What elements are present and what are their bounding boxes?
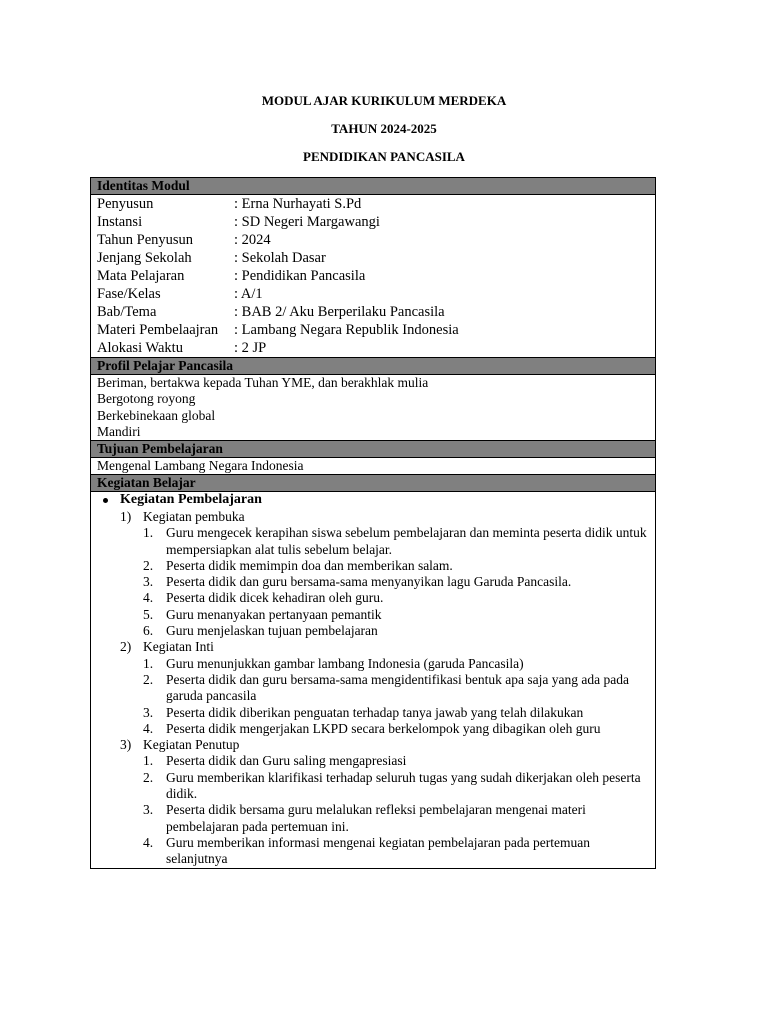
step-text: Peserta didik memimpin doa dan memberikan salam. <box>166 557 453 573</box>
identitas-row <box>97 213 655 231</box>
step-text: Peserta didik dan guru bersama-sama menyanyikan lagu Garuda Pancasila. <box>166 574 572 590</box>
step-item <box>91 590 655 606</box>
profil-item: Berkebinekaan global <box>97 407 216 423</box>
identitas-label: Alokasi Waktu <box>97 340 183 356</box>
step-item <box>91 802 655 835</box>
step-text: Guru menjelaskan tujuan pembelajaran <box>166 623 378 639</box>
profil-item: Bergotong royong <box>97 391 196 407</box>
step-text: Guru memberikan informasi mengenai kegiatan pembelajaran pada pertemuan selanjutnya <box>166 834 590 867</box>
identitas-value: : Lambang Negara Republik Indonesia <box>234 322 459 338</box>
identitas-value: : A/1 <box>234 286 263 302</box>
step-number: 1. <box>143 655 154 671</box>
identitas-value: : BAB 2/ Aku Berperilaku Pancasila <box>234 304 445 320</box>
step-number: 3. <box>143 704 154 720</box>
tujuan-heading: Tujuan Pembelajaran <box>91 441 655 458</box>
identitas-row <box>97 195 655 213</box>
identitas-label: Fase/Kelas <box>97 286 161 302</box>
step-text: Guru menunjukkan gambar lambang Indonesia (garuda Pancasila) <box>166 655 524 671</box>
step-item <box>91 753 655 769</box>
profil-item: Mandiri <box>97 423 141 439</box>
tujuan-text: Mengenal Lambang Negara Indonesia <box>97 458 304 474</box>
step-number: 3. <box>143 574 154 590</box>
phase-item <box>91 509 655 525</box>
step-number: 4. <box>143 720 154 736</box>
identitas-row <box>97 249 655 267</box>
identitas-row <box>97 321 655 339</box>
step-text: Guru memberikan klarifikasi terhadap seluruh tugas yang sudah dikerjakan oleh peserta didik. <box>166 769 641 802</box>
step-item <box>91 672 655 705</box>
kegiatan-bullet <box>91 492 655 509</box>
step-number: 2. <box>143 769 154 785</box>
identitas-body <box>91 195 655 358</box>
step-item <box>91 607 655 623</box>
step-item <box>91 770 655 803</box>
step-text: Peserta didik mengerjakan LKPD secara berkelompok yang dibagikan oleh guru <box>166 720 601 736</box>
step-number: 4. <box>143 834 154 850</box>
phase-title: Kegiatan Inti <box>143 639 214 655</box>
identitas-value: : 2 JP <box>234 340 267 356</box>
phase-number: 1) <box>120 508 132 524</box>
identitas-label: Penyusun <box>97 196 154 212</box>
step-text: Peserta didik bersama guru melalukan refleksi pembelajaran mengenai materi pembelajaran pada pertemuan ini. <box>166 802 586 834</box>
step-number: 6. <box>143 623 154 639</box>
identitas-row <box>97 285 655 303</box>
step-item <box>91 705 655 721</box>
phase-title: Kegiatan Penutup <box>143 737 240 753</box>
identitas-label: Bab/Tema <box>97 304 157 320</box>
profil-heading: Profil Pelajar Pancasila <box>91 358 655 375</box>
step-number: 5. <box>143 606 154 622</box>
phase-number: 2) <box>120 639 132 655</box>
identitas-value: : Erna Nurhayati S.Pd <box>234 196 362 212</box>
step-item <box>91 721 655 737</box>
identitas-label: Jenjang Sekolah <box>97 250 192 266</box>
step-text: Peserta didik dicek kehadiran oleh guru. <box>166 590 384 606</box>
step-number: 2. <box>143 557 154 573</box>
step-text: Guru mengecek kerapihan siswa sebelum pembelajaran dan meminta peserta didik untuk mempersiapkan alat tulis sebelum belajar. <box>166 525 647 557</box>
step-item <box>91 525 655 558</box>
step-text: Guru menanyakan pertanyaan pemantik <box>166 606 382 622</box>
step-item <box>91 574 655 590</box>
doc-title-line2: TAHUN 2024-2025 <box>331 121 437 136</box>
phase-item <box>91 737 655 753</box>
phase-title: Kegiatan pembuka <box>143 508 245 524</box>
identitas-label: Materi Pembelaajran <box>97 322 219 338</box>
identitas-value: : Pendidikan Pancasila <box>234 268 366 284</box>
identitas-value: : SD Negeri Margawangi <box>234 214 380 230</box>
module-table <box>90 177 656 869</box>
step-number: 4. <box>143 590 154 606</box>
step-item <box>91 656 655 672</box>
identitas-row <box>97 339 655 357</box>
profil-body <box>91 375 655 441</box>
step-text: Peserta didik diberikan penguatan terhadap tanya jawab yang telah dilakukan <box>166 704 584 720</box>
step-number: 1. <box>143 753 154 769</box>
tujuan-body <box>91 458 655 475</box>
identitas-label: Tahun Penyusun <box>97 232 194 248</box>
step-number: 1. <box>143 525 154 541</box>
identitas-row <box>97 267 655 285</box>
identitas-heading: Identitas Modul <box>91 178 655 195</box>
identitas-value: : 2024 <box>234 232 271 248</box>
step-item <box>91 558 655 574</box>
step-number: 2. <box>143 671 154 687</box>
identitas-row <box>97 231 655 249</box>
identitas-value: : Sekolah Dasar <box>234 250 326 266</box>
step-item <box>91 835 655 868</box>
phase-number: 3) <box>120 737 132 753</box>
profil-item: Beriman, bertakwa kepada Tuhan YME, dan berakhlak mulia <box>97 375 429 390</box>
bullet-dot-icon <box>103 498 108 503</box>
step-text: Peserta didik dan guru bersama-sama mengidentifikasi bentuk apa saja yang ada pada garuda pancasila <box>166 671 629 704</box>
step-item <box>91 623 655 639</box>
doc-title-line1: MODUL AJAR KURIKULUM MERDEKA <box>261 93 507 108</box>
identitas-row <box>97 303 655 321</box>
identitas-label: Instansi <box>97 214 143 230</box>
step-text: Peserta didik dan Guru saling mengapresiasi <box>166 753 407 769</box>
kegiatan-body <box>91 492 655 867</box>
doc-title-line3: PENDIDIKAN PANCASILA <box>303 149 465 164</box>
kegiatan-bullet-label: Kegiatan Pembelajaran <box>120 492 262 508</box>
kegiatan-heading: Kegiatan Belajar <box>91 475 655 492</box>
identitas-label: Mata Pelajaran <box>97 268 185 284</box>
step-number: 3. <box>143 802 154 818</box>
phase-item <box>91 639 655 655</box>
